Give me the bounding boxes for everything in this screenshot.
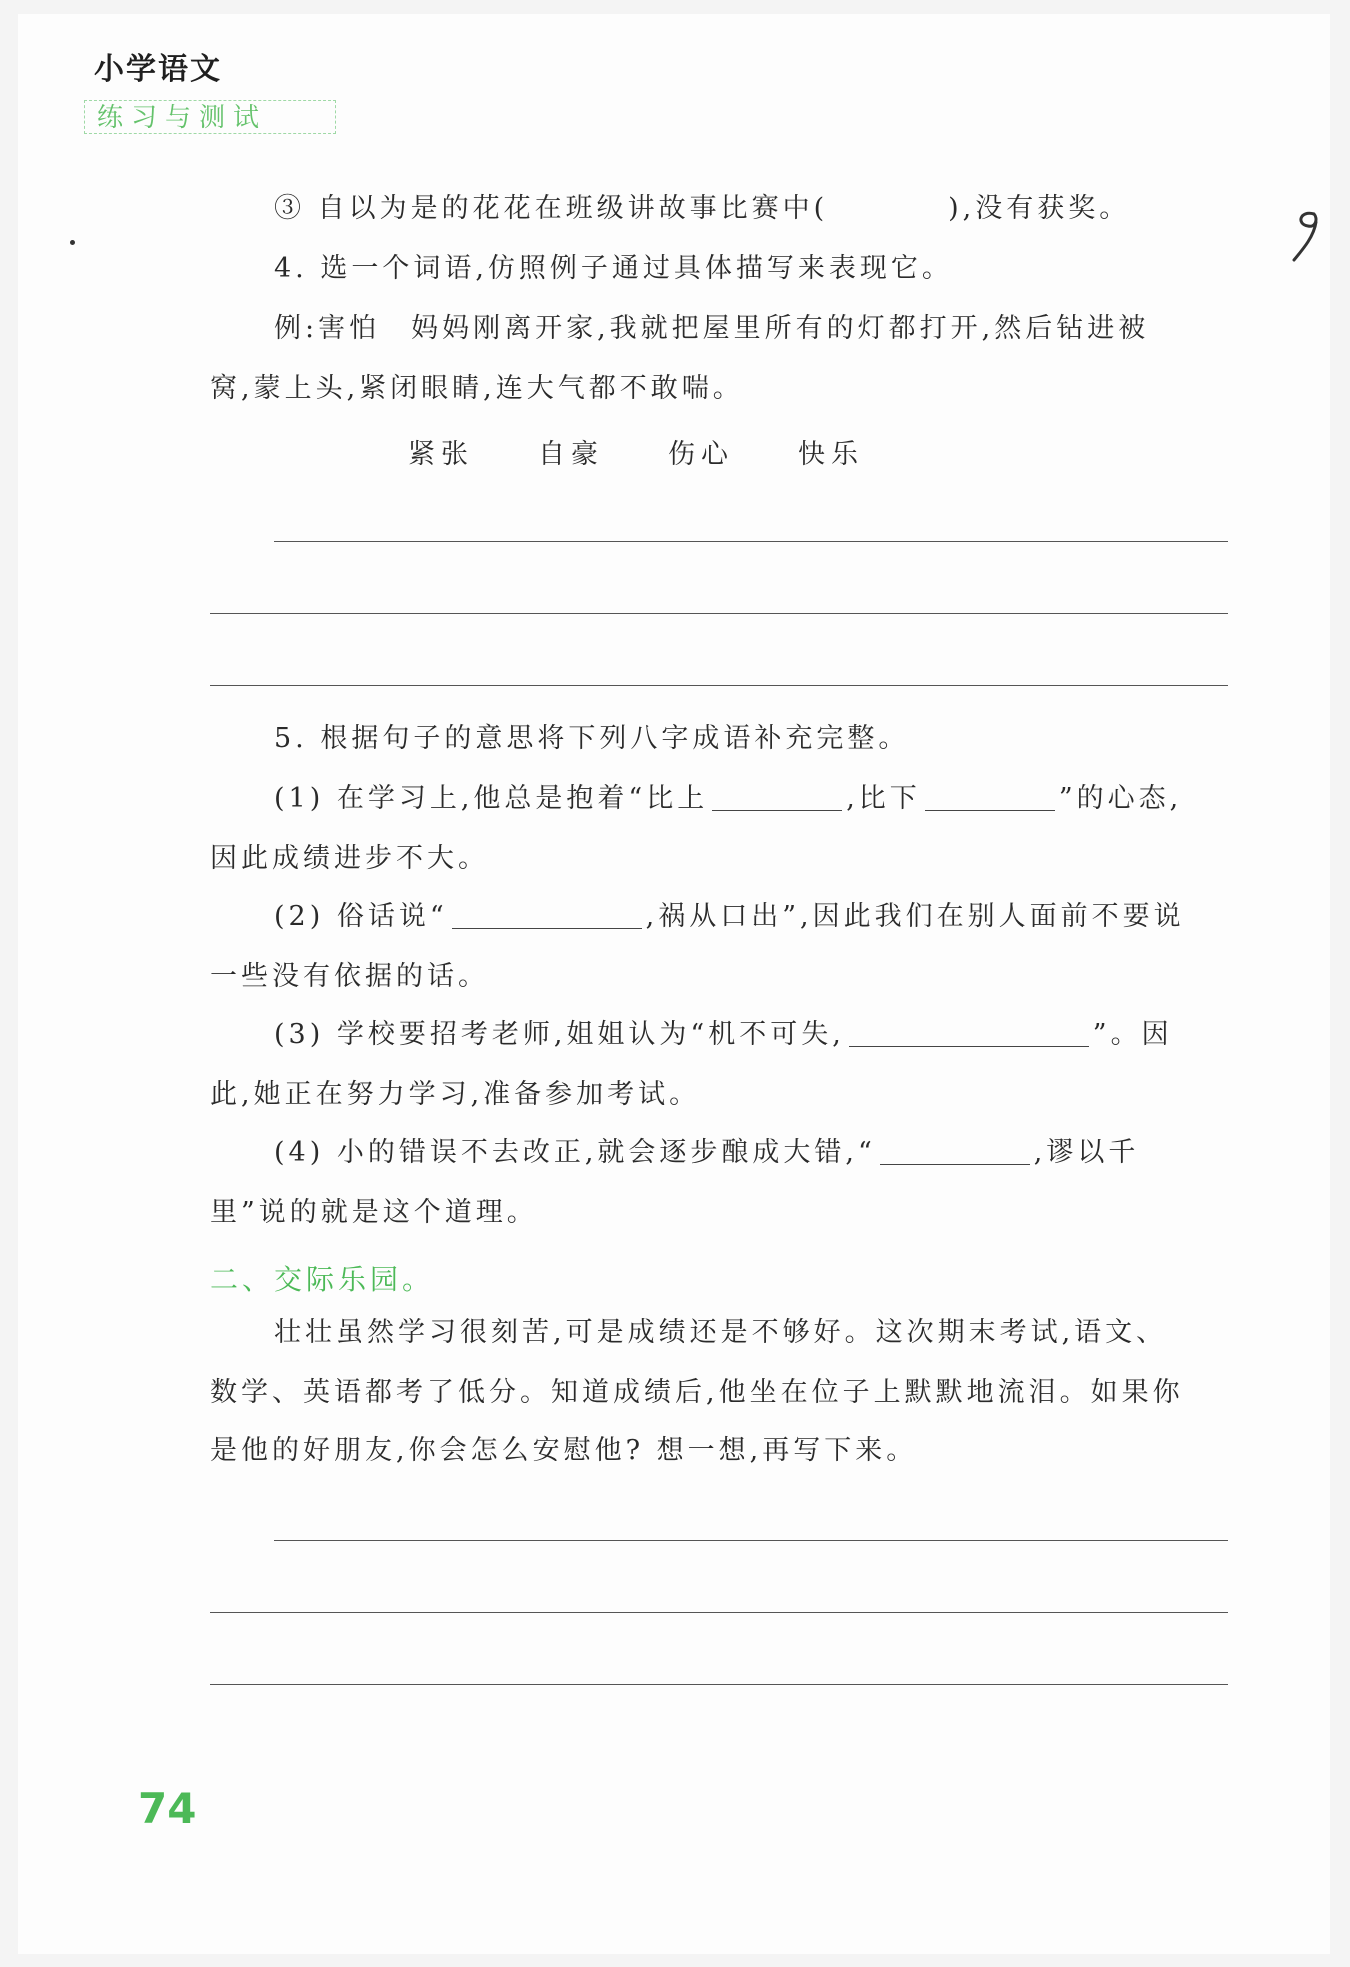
q5-item-2-blank[interactable]	[452, 900, 642, 929]
q4-answer-line-1[interactable]	[274, 541, 1228, 542]
q5-item-3-blank[interactable]	[849, 1018, 1089, 1047]
q5-item-1-text-b: ,比下	[846, 783, 921, 814]
q5-item-1	[274, 782, 1182, 816]
q4-example-line1: 例:害怕 妈妈刚离开家,我就把屋里所有的灯都打开,然后钻进被	[274, 313, 1150, 344]
q5-item-1-blank-1[interactable]	[712, 782, 842, 811]
word-option-3: 伤心	[668, 439, 734, 470]
q5-item-2-text-b: ,祸从口出”,因此我们在别人面前不要说	[645, 901, 1185, 932]
word-option-4: 快乐	[798, 439, 864, 470]
section-2-answer-line-3[interactable]	[210, 1684, 1228, 1685]
q5-item-2-line2: 一些没有依据的话。	[210, 961, 489, 992]
section-2-answer-line-1[interactable]	[274, 1540, 1228, 1541]
q3-text-after: ),没有获奖。	[948, 193, 1131, 224]
q3-text-before: 自以为是的花花在班级讲故事比赛中(	[317, 193, 829, 224]
q5-item-1-text-a: (1) 在学习上,他总是抱着“比上	[274, 783, 709, 814]
stray-dot	[70, 240, 75, 245]
section-2-line2: 数学、英语都考了低分。知道成绩后,他坐在位子上默默地流泪。如果你	[210, 1377, 1184, 1408]
q5-item-4-text-b: ,谬以千	[1033, 1137, 1140, 1168]
book-title: 小学语文	[94, 52, 222, 87]
book-subtitle: 练习与测试	[84, 100, 336, 134]
q4-answer-line-2[interactable]	[210, 613, 1228, 614]
q5-item-4-line2: 里”说的就是这个道理。	[210, 1197, 538, 1228]
q5-item-3-line2: 此,她正在努力学习,准备参加考试。	[210, 1079, 701, 1110]
q5-item-1-line2: 因此成绩进步不大。	[210, 843, 489, 874]
q4-answer-line-3[interactable]	[210, 685, 1228, 686]
section-2-answer-line-2[interactable]	[210, 1612, 1228, 1613]
q5-item-4-blank[interactable]	[880, 1136, 1030, 1165]
q5-item-3-text-a: (3) 学校要招考老师,姐姐认为“机不可失,	[274, 1019, 845, 1050]
q3-item	[274, 192, 1130, 226]
q4-example-line2: 窝,蒙上头,紧闭眼睛,连大气都不敢喘。	[210, 373, 744, 404]
q4-title: 4. 选一个词语,仿照例子通过具体描写来表现它。	[274, 253, 953, 284]
section-2-line3: 是他的好朋友,你会怎么安慰他? 想一想,再写下来。	[210, 1435, 918, 1466]
section-2-title: 二、交际乐园。	[210, 1263, 435, 1296]
q5-item-3	[274, 1018, 1173, 1052]
section-2-line1: 壮壮虽然学习很刻苦,可是成绩还是不够好。这次期末考试,语文、	[274, 1317, 1168, 1348]
word-option-1: 紧张	[408, 439, 474, 470]
q5-item-4-text-a: (4) 小的错误不去改正,就会逐步酿成大错,“	[274, 1137, 876, 1168]
q5-item-2	[274, 900, 1185, 934]
item-number: ③	[274, 193, 305, 224]
q5-item-1-text-c: ”的心态,	[1058, 783, 1183, 814]
word-option-2: 自豪	[538, 439, 604, 470]
q5-item-3-text-b: ”。因	[1092, 1019, 1173, 1050]
q5-item-4	[274, 1136, 1139, 1170]
q5-item-2-text-a: (2) 俗话说“	[274, 901, 448, 932]
handwritten-mark-icon	[1290, 208, 1326, 264]
q5-title: 5. 根据句子的意思将下列八字成语补充完整。	[274, 723, 910, 754]
page-number: 74	[138, 1784, 197, 1833]
q5-item-1-blank-2[interactable]	[925, 782, 1055, 811]
